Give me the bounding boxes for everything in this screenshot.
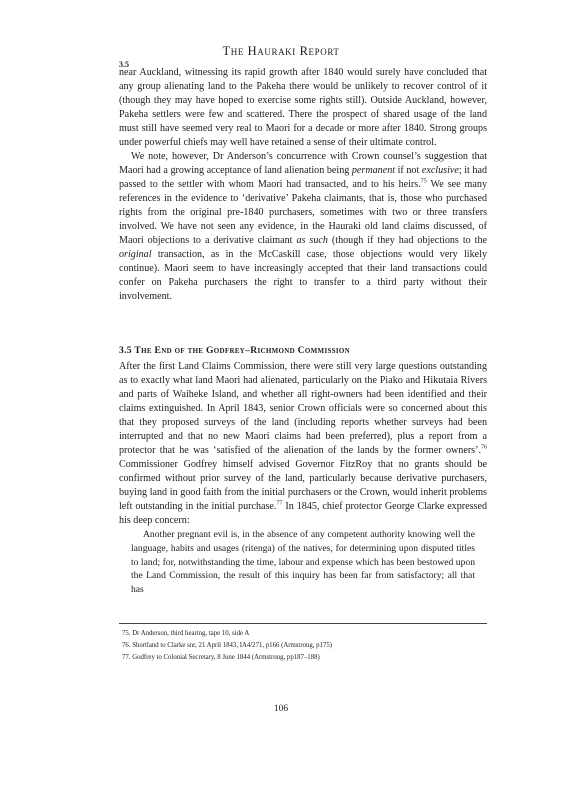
body-text bbox=[119, 66, 487, 597]
footnote-ref-76[interactable]: 76 bbox=[481, 444, 487, 451]
text-span: We note, however, Dr Anderson’s concurrence with Crown counsel’s suggestion that Maori had a growing acceptance of land alienation being bbox=[119, 151, 487, 176]
text-span: We see many references in the evidence to ‘derivative’ Pakeha claimants, that is, those who purchased rights from the original pre-1840 purchasers, sometimes with two or three transfers involved. We have not seen any evidence, in the Hauraki old land claims discussed, of Maori objections to a derivative claimant bbox=[119, 179, 487, 246]
paragraph-3 bbox=[119, 360, 487, 528]
text-span: transaction, as in the McCaskill case, those objections would very likely continue). Maori seem to have increasingly accepted that their land transactions could confer on Pakeha purchasers the right to transfer to a third party without their involvement. bbox=[119, 249, 487, 302]
footnote-ref-77[interactable]: 77 bbox=[276, 500, 283, 507]
emphasis: original bbox=[119, 249, 152, 260]
section-marker: 3.5 bbox=[119, 60, 129, 69]
emphasis: as such bbox=[296, 235, 328, 246]
paragraph-1: near Auckland, witnessing its rapid growth after 1840 would surely have concluded that any group alienating land to the Pakeha there would be unlikely to recover control of it (though they may have hoped to exercise some rights still). Outside Auckland, however, Pakeha settlers were few and scattered. There the prospect of shared usage of the land must still have seemed very real to Maori for a decade or more after 1840. Strong groups under powerful chiefs may well have retained a sense of their ultimate control. bbox=[119, 67, 487, 148]
text-span: Commissioner Godfrey himself advised Governor FitzRoy that no grants should be confirmed without prior survey of the land, particularly because derivative purchasers, buying land in good faith from the initial purchasers or the Crown, would inherit problems left outstanding in the initial purchase. bbox=[119, 459, 487, 512]
page-number: 106 bbox=[273, 704, 289, 714]
footnotes bbox=[122, 628, 487, 664]
footnote-76: 76. Shortland to Clarke snr, 21 April 1843, IA4/271, p166 (Armstrong, p175) bbox=[122, 642, 333, 649]
emphasis: exclusive bbox=[421, 165, 459, 176]
section-heading: 3.5 The End of the Godfrey–Richmond Commission bbox=[119, 345, 350, 356]
running-title: The Hauraki Report bbox=[222, 44, 340, 58]
text-span: In 1845, chief protector George Clarke expressed his deep concern: bbox=[119, 501, 487, 526]
footnote-divider bbox=[119, 623, 487, 624]
text-span: if not bbox=[395, 165, 422, 176]
footnote-77: 77. Godfrey to Colonial Secretary, 8 June 1844 (Armstrong, pp187–188) bbox=[122, 654, 320, 661]
text-span: After the first Land Claims Commission, there were still very large questions outstanding as to exactly what land Maori had alienated, particularly on the Piako and Hikutaia Rivers and parts of Waiheke Island, and whether all right-owners had been identified and their claims extinguished. In April 1843, senior Crown officials were so concerned about this that they proposed surveys of the land (including reports whether surveys had been interrupted and that no new Maori claims had been preferred), plus a report from a protector that he was ‘satisfied of the alienation of the lands by the former owners’. bbox=[119, 361, 487, 456]
text-span: ; it had passed to the settler with whom Maori had transacted, and to his heirs. bbox=[119, 165, 487, 190]
footnote-ref-75[interactable]: 75 bbox=[420, 178, 427, 185]
emphasis: permanent bbox=[351, 165, 396, 176]
text-span: (though if they had objections to the bbox=[327, 235, 487, 246]
footnote-75: 75. Dr Anderson, third hearing, tape 10, side A bbox=[122, 630, 250, 637]
block-quote: Another pregnant evil is, in the absence of any competent authority knowing well the language, habits and usages (ritenga) of the natives, for determining upon disputed titles to land; for, notwithstanding the time, labour and expense which has been bestowed upon the Land Commission, the result of this inquiry has been far from satisfactory; all that has bbox=[131, 529, 475, 596]
paragraph-2 bbox=[119, 150, 487, 304]
